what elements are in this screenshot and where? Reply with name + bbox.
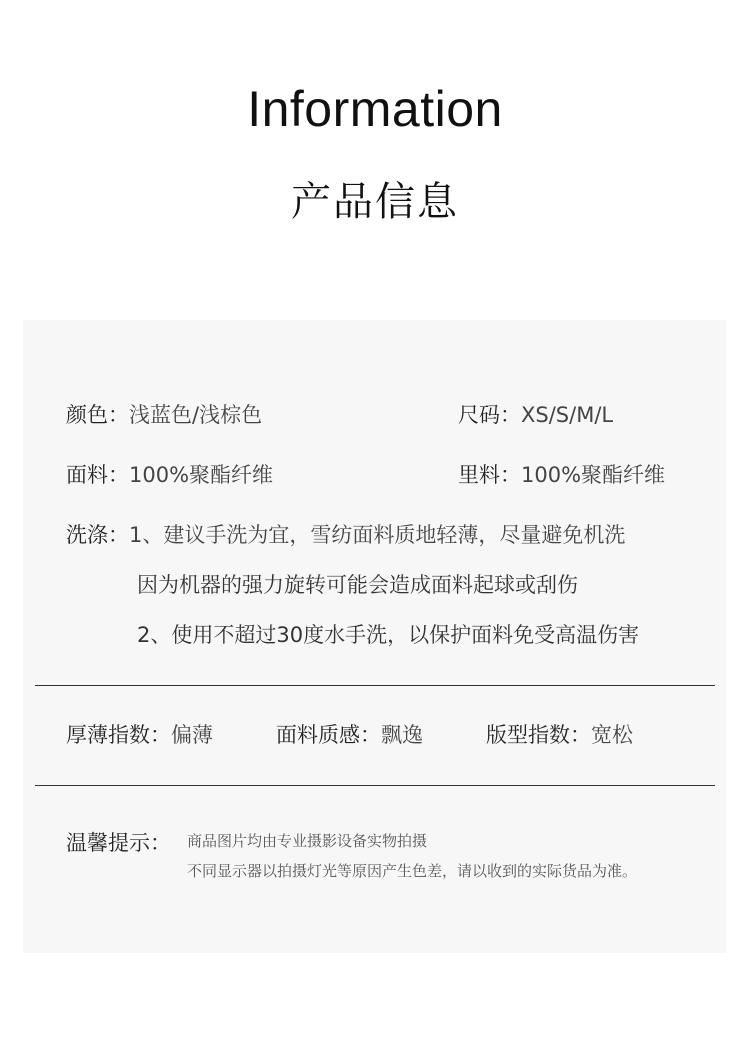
- divider-top: [35, 685, 715, 686]
- thickness-value: 偏薄: [171, 723, 213, 747]
- feel-label: 面料质感：: [276, 723, 381, 747]
- title-english: Information: [247, 81, 503, 137]
- thickness-index: [66, 720, 213, 750]
- divider-bottom: [35, 785, 715, 786]
- lining-value: 100%聚酯纤维: [521, 463, 666, 487]
- title-chinese: 产品信息: [291, 179, 459, 225]
- color-value: 浅蓝色/浅棕色: [129, 403, 263, 427]
- fit-index: [486, 720, 633, 750]
- color-row: [66, 400, 262, 430]
- wash-row: [66, 520, 625, 550]
- thickness-label: 厚薄指数：: [66, 723, 171, 747]
- fabric-label: 面料：: [66, 463, 129, 487]
- color-label: 颜色：: [66, 403, 129, 427]
- fit-value: 宽松: [591, 723, 633, 747]
- notice-label: 温馨提示：: [66, 831, 171, 855]
- size-row: [458, 400, 613, 430]
- wash-line-1: 1、建议手洗为宜，雪纺面料质地轻薄，尽量避免机洗: [129, 523, 626, 547]
- size-label: 尺码：: [458, 403, 521, 427]
- lining-label: 里料：: [458, 463, 521, 487]
- fabric-value: 100%聚酯纤维: [129, 463, 274, 487]
- notice-line-1: 商品图片均由专业摄影设备实物拍摄: [187, 832, 428, 850]
- fit-label: 版型指数：: [486, 723, 591, 747]
- wash-label: 洗涤：: [66, 523, 129, 547]
- wash-line-2: 因为机器的强力旋转可能会造成面料起球或刮伤: [137, 573, 578, 597]
- fabric-row: [66, 460, 273, 490]
- feel-value: 飘逸: [381, 723, 423, 747]
- size-value: XS/S/M/L: [521, 403, 614, 427]
- info-panel: [23, 320, 726, 953]
- lining-row: [458, 460, 665, 490]
- fabric-feel-index: [276, 720, 423, 750]
- notice-line-2: 不同显示器以拍摄灯光等原因产生色差，请以收到的实际货品为准。: [187, 862, 638, 880]
- wash-line-3: 2、使用不超过30度水手洗，以保护面料免受高温伤害: [137, 623, 640, 647]
